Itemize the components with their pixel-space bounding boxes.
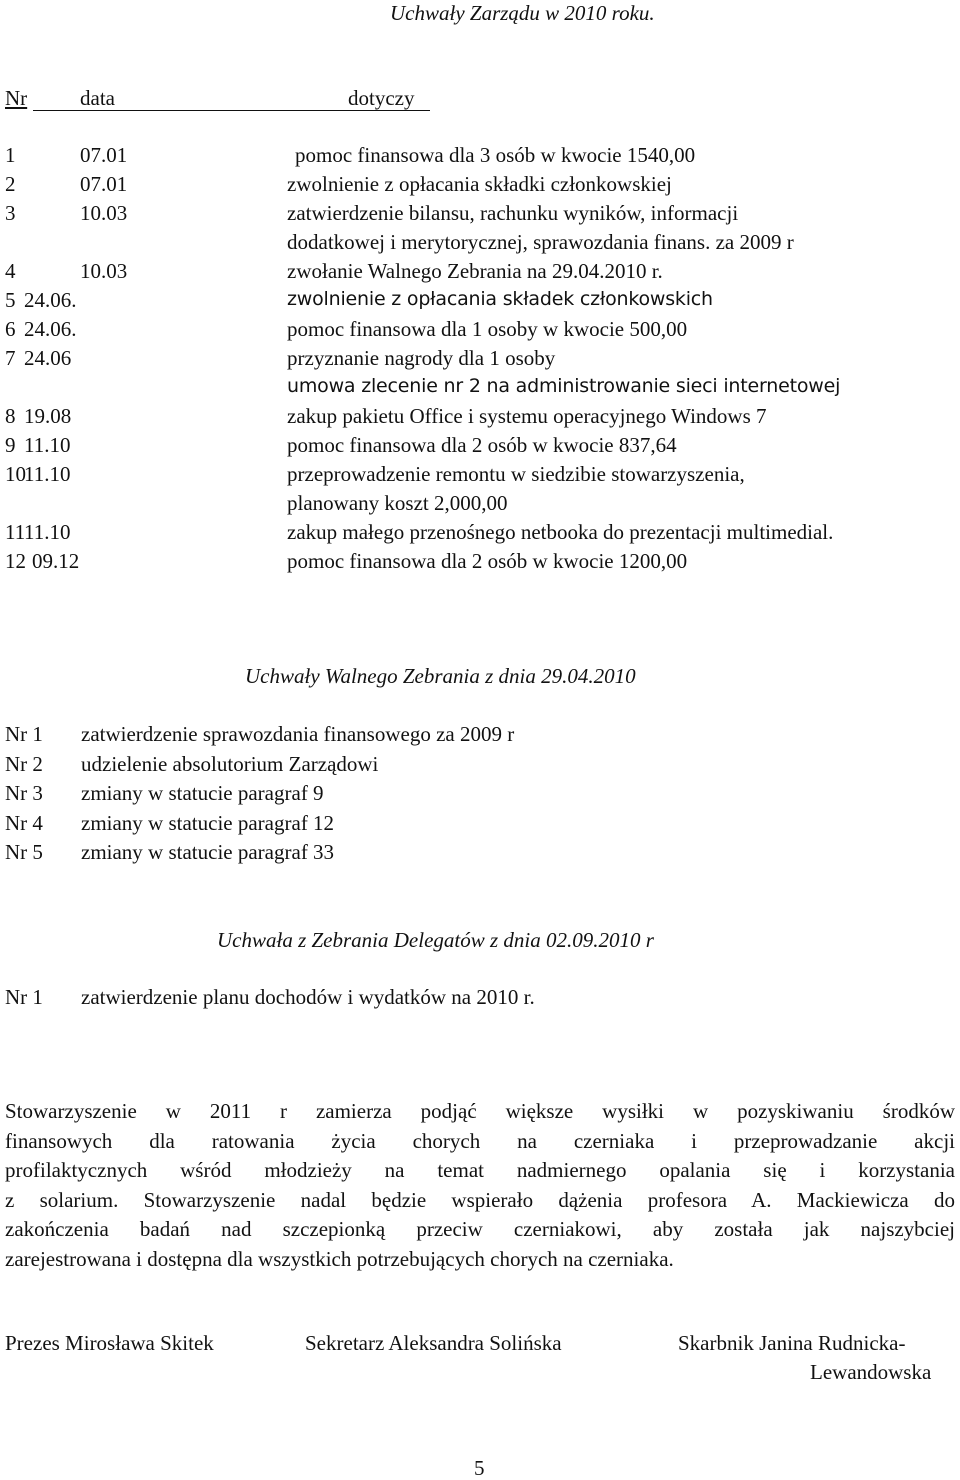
row-date: 10.03 (80, 201, 128, 225)
item-nr: Nr 2 (5, 751, 43, 776)
row-date: 19.08 (24, 404, 72, 428)
row-nr: 6 (5, 317, 16, 341)
closing-paragraph (5, 1097, 955, 1274)
header-nr: Nr (5, 86, 28, 110)
row-subject: pomoc finansowa dla 2 osób w kwocie 1200,00 (287, 549, 688, 573)
item-nr: Nr 5 (5, 840, 43, 864)
row-subject: przyznanie nagrody dla 1 osoby (287, 346, 556, 370)
row-date: 24.06. (24, 288, 77, 312)
row-subject: planowany koszt 2,000,00 (287, 491, 508, 515)
paragraph-line: profilaktycznych wśród młodzieży na temat nadmiernego opalania się i korzystania (5, 1158, 955, 1182)
paragraph-line: zakończenia badań nad szczepionką przeciw czerniakowi, aby została jak najszybciej (5, 1217, 955, 1241)
row-subject: zwolnienie z opłacania składki członkowskiej (287, 172, 672, 196)
item-nr: Nr 4 (5, 810, 43, 835)
row-subject: dodatkowej i merytorycznej, sprawozdania finans. za 2009 r (287, 230, 794, 254)
row-date: 24.06. (24, 317, 77, 341)
item-text: zatwierdzenie planu dochodów i wydatków na 2010 r. (81, 985, 535, 1009)
row-date: 07.01 (80, 143, 128, 167)
row-date: 07.01 (80, 172, 128, 196)
row-date: 11.10 (24, 433, 71, 457)
paragraph-line: z solarium. Stowarzyszenie nadal będzie wspierało dążenia profesora A. Mackiewicza do (5, 1187, 955, 1212)
walne-title: Uchwały Walnego Zebrania z dnia 29.04.2010 (245, 664, 636, 688)
row-subject: pomoc finansowa dla 1 osoby w kwocie 500,00 (287, 317, 688, 341)
item-text: zmiany w statucie paragraf 12 (81, 810, 335, 835)
item-text: zatwierdzenie sprawozdania finansowego za 2009 r (81, 722, 515, 746)
signature-sekretarz: Sekretarz Aleksandra Solińska (305, 1331, 562, 1355)
row-nr: 11 (5, 520, 26, 544)
row-nr: 3 (5, 201, 16, 225)
row-subject: pomoc finansowa dla 3 osób w kwocie 1540,00 (295, 143, 696, 167)
row-date: 10.03 (80, 259, 128, 283)
signature-prezes: Prezes Mirosława Skitek (5, 1331, 214, 1355)
paragraph-line: zarejestrowana i dostępna dla wszystkich potrzebujących chorych na czerniaka. (5, 1246, 674, 1271)
row-subject: zwołanie Walnego Zebrania na 29.04.2010 r. (287, 259, 663, 283)
zarzad-title: Uchwały Zarządu w 2010 roku. (390, 1, 655, 25)
item-text: zmiany w statucie paragraf 33 (81, 840, 335, 864)
item-nr: Nr 1 (5, 722, 43, 746)
signature-skarbnik-line2: Lewandowska (810, 1360, 932, 1384)
item-text: udzielenie absolutorium Zarządowi (81, 751, 379, 776)
row-subject: zwolnienie z opłacania składek członkowskich (287, 288, 713, 310)
row-nr: 7 (5, 346, 16, 370)
row-subject: pomoc finansowa dla 2 osób w kwocie 837,64 (287, 433, 677, 457)
paragraph-line: Stowarzyszenie w 2011 r zamierza podjąć większe wysiłki w pozyskiwaniu środków (5, 1099, 955, 1123)
page-number: 5 (474, 1456, 485, 1480)
row-nr: 5 (5, 288, 16, 312)
header-data: data (80, 86, 115, 110)
row-subject: zakup małego przenośnego netbooka do prezentacji multimedial. (287, 520, 834, 544)
row-nr: 1 (5, 143, 16, 167)
row-subject: zakup pakietu Office i systemu operacyjnego Windows 7 (287, 404, 767, 428)
row-nr: 10 (5, 462, 26, 486)
row-nr: 2 (5, 172, 16, 196)
row-date: 09.12 (32, 549, 80, 573)
row-nr: 8 (5, 404, 16, 428)
paragraph-line: finansowych dla ratowania życia chorych na czerniaka i przeprowadzanie akcji (5, 1128, 955, 1153)
row-subject: przeprowadzenie remontu w siedzibie stowarzyszenia, (287, 462, 745, 486)
row-nr: 12 (5, 549, 26, 573)
row-nr: 9 (5, 433, 16, 457)
item-nr: Nr 1 (5, 985, 43, 1009)
delegaci-title: Uchwała z Zebrania Delegatów z dnia 02.09.2010 r (217, 928, 654, 952)
item-text: zmiany w statucie paragraf 9 (81, 781, 324, 805)
row-date: 24.06 (24, 346, 72, 370)
item-nr: Nr 3 (5, 781, 43, 805)
row-subject: zatwierdzenie bilansu, rachunku wyników, informacji (287, 201, 739, 225)
row-subject: umowa zlecenie nr 2 na administrowanie sieci internetowej (287, 375, 841, 397)
header-dotyczy: dotyczy (348, 86, 415, 110)
row-date: 11.10 (24, 520, 71, 544)
signature-skarbnik-line1: Skarbnik Janina Rudnicka- (678, 1331, 906, 1355)
row-nr: 4 (5, 259, 16, 283)
row-date: 11.10 (24, 462, 71, 486)
